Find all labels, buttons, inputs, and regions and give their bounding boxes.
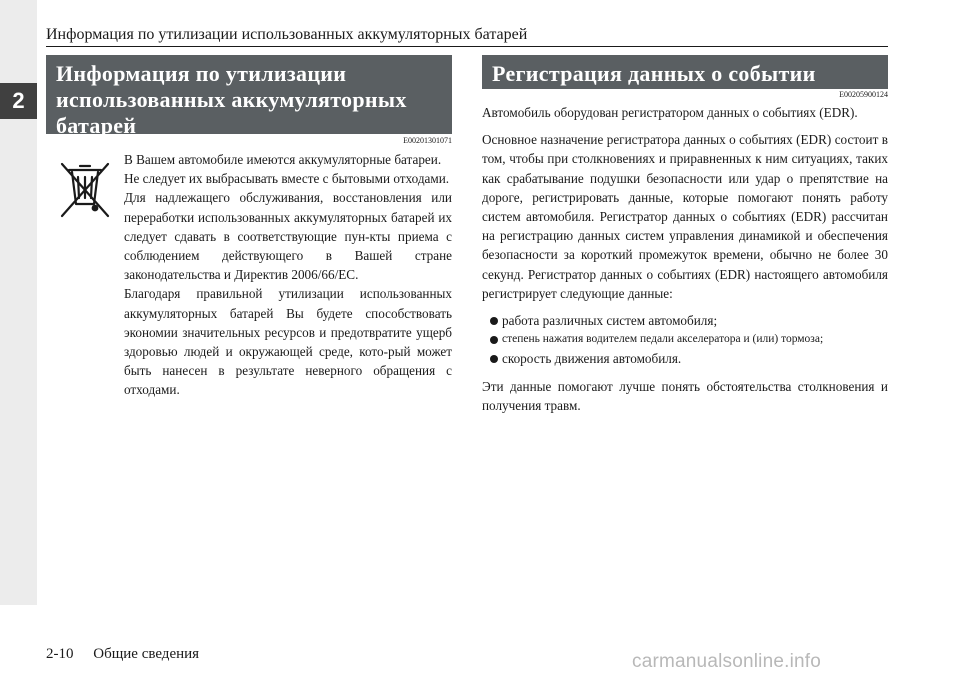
page-footer	[46, 646, 199, 663]
battery-disposal-text	[124, 150, 452, 400]
section-title-line: Информация по утилизации	[56, 61, 347, 86]
paragraph: Для надлежащего обслуживания, восстановления или переработки использованных аккумуляторных батарей их следует сдавать в соответствующие пун-кты приема с соблюдением действующего в Вашей стране законодательства и Директив 2006/66/EC.	[124, 190, 452, 283]
event-data-recording-text	[482, 103, 888, 423]
bullet-icon	[490, 336, 498, 344]
section-title-battery-disposal	[46, 55, 452, 138]
paragraph: Не следует их выбрасывать вместе с бытовыми отходами.	[124, 171, 450, 187]
section-code: E00201301071	[403, 136, 452, 145]
main-paragraph: Основное назначение регистратора данных о событиях (EDR) состоит в том, чтобы при столкновениях и приравненных к ним ситуациях, таких как срабатывание подушки безопасности или удар о препятствие на дороге, регистрировать данные, которые помогают понять работу систем автомобиля. Регистратор данных о событиях (EDR) рассчитан на регистрацию данных систем управления динамикой и обеспечения безопасности за короткий промежуток времени, обычно не более 30 секунд. Регистратор данных о событиях (EDR) настоящего автомобиля регистрирует следующие данные:	[482, 132, 888, 301]
watermark-text: carmanualsonline.info	[632, 651, 822, 672]
list-item: скорость движения автомобиля.	[482, 349, 888, 368]
section-code: E00205900124	[839, 90, 888, 99]
section-title-line: батарей	[56, 113, 137, 138]
section-title-event-data-recording: Регистрация данных о событии	[482, 55, 888, 89]
crossed-out-wheelie-bin-icon	[58, 160, 112, 222]
section-title-line: использованных аккумуляторных	[56, 87, 407, 112]
bullet-icon	[490, 317, 498, 325]
list-item: работа различных систем автомобиля;	[482, 311, 888, 330]
footer-section-name: Общие сведения	[93, 646, 200, 662]
header-rule	[46, 46, 888, 47]
recorded-data-list	[482, 311, 888, 369]
chapter-tab: 2	[0, 83, 37, 119]
bullet-icon	[490, 355, 498, 363]
paragraph: Благодаря правильной утилизации использованных аккумуляторных батарей Вы будете способствовать экономии значительных ресурсов и предотвратите ущерб здоровью людей и окружающей среде, кото-рый может быть нанесен в результате неверного обращения с отходами.	[124, 286, 452, 398]
closing-paragraph: Эти данные помогают лучше понять обстоятельства столкновения и получения травм.	[482, 378, 888, 413]
intro-paragraph: Автомобиль оборудован регистратором данных о событиях (EDR).	[482, 105, 858, 120]
paragraph: В Вашем автомобиле имеются аккумуляторные батареи.	[124, 152, 442, 167]
list-item: степень нажатия водителем педали акселератора и (или) тормоза;	[482, 330, 888, 349]
page-header-title: Информация по утилизации использованных аккумуляторных батарей	[46, 26, 528, 43]
page-number: 2-10	[46, 646, 74, 662]
